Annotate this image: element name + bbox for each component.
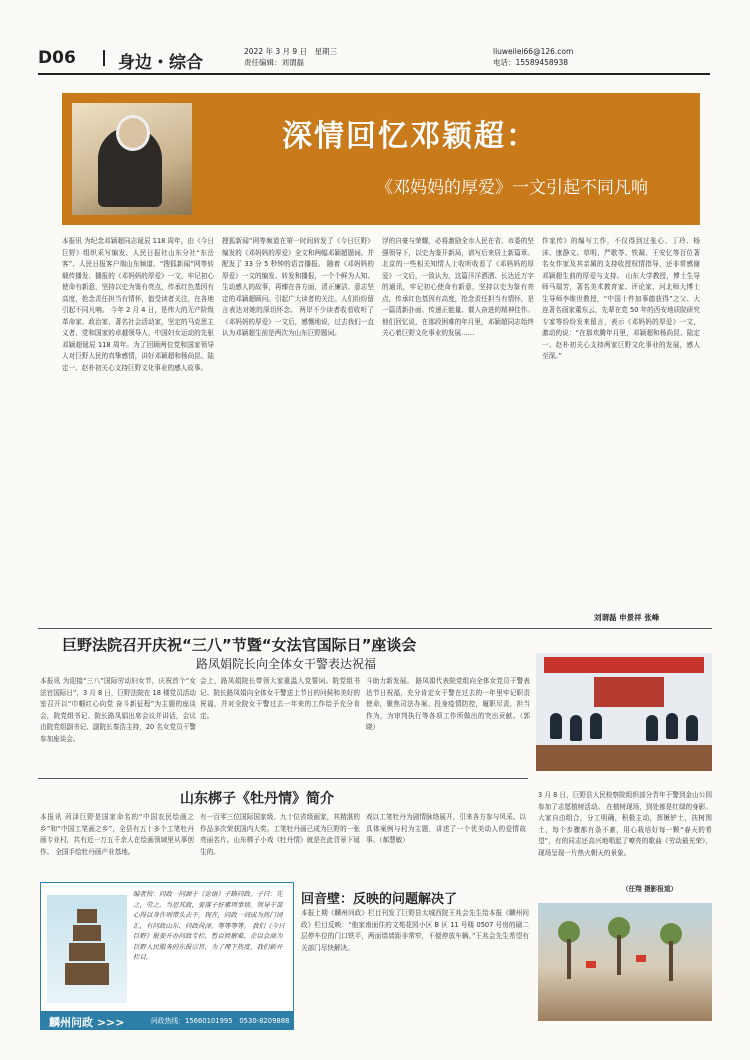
pagoda-illustration: [47, 895, 127, 1003]
section-rule: [38, 778, 528, 779]
attendee: [666, 713, 678, 739]
masthead: [38, 46, 710, 73]
meeting-photo: [536, 653, 712, 771]
attendee: [646, 715, 658, 741]
attendee: [550, 713, 562, 739]
trunk: [617, 935, 621, 975]
lead-byline: 刘谓磊 申景祥 张峰: [594, 613, 660, 622]
story3-col-2: 有一百零三位国际国家级、九十位省级画家，其精湛的作品多次荣获国内大奖。工笔牡丹画已成为巨野的一张亮丽名片。山东梆子小戏《牡丹情》就是在此背景下诞生的。: [200, 813, 360, 856]
meeting-banner: [544, 657, 704, 673]
story3-headline: 山东梆子《牡丹情》简介: [180, 791, 334, 807]
lead-subheadline: 《邓妈妈的厚爱》一文引起不同凡响: [376, 178, 648, 198]
date-line: 2022 年 3 月 9 日 星期三: [244, 47, 338, 56]
story3-col-3: 戏以工笔牡丹为剧情脉络展开，引来各方参与风采。以具体案例与村为主题，讲述了一个优美动人的爱情故事。（郝慧敏）: [366, 813, 526, 844]
divider: [103, 50, 105, 66]
meeting-table: [536, 745, 712, 771]
hotline-headline: 回音壁：反映的问题解决了: [301, 892, 458, 907]
ad-hotline: 问政热线：15660101995 0530-8209888: [151, 1017, 290, 1025]
contact: [493, 46, 573, 68]
story3-col-1: 本报讯 菏泽巨野是国家命名的“中国农民绘画之乡”和“中国工笔画之乡”，全县有五十多个工笔牡丹画专业村，共有近一万五千余人在绘画领域里从事创作。 全国手绘牡丹画产业基地。: [40, 813, 194, 856]
story2-col-2: 会上，路凤娟院长带领大家重温入党誓词。院党组书记、院长路凤娟向全体女干警送上节日的问候和美好的祝福，并对全院女干警过去一年来的工作给予充分肯定。: [200, 677, 360, 720]
date-editor: [244, 46, 337, 68]
lead-headline: 深情回忆邓颖超：: [282, 119, 538, 154]
pagoda-tier: [77, 909, 97, 923]
attendee: [570, 715, 582, 741]
pagoda-tier: [65, 963, 109, 985]
masthead-rule: [38, 73, 710, 75]
lead-col-2: 搜狐新闻”网等频道在第一时间转发了《今日巨野》编发的《邓妈妈的厚爱》全文和两幅邓颖超题词。并配发了 33 分 5 秒钟的语音播报。 随着《邓妈妈的厚爱》一文的编发、转发和播报，一个个鲜为人知、生动感人的故事，再臻在各方面，清正廉洁、意志坚定的邓颖超顾问。引起广大读者的关注。人们纷纷留言表达对她的深切怀念。 两岸不少读者收看收听了《邓妈妈的厚爱》一文后，感慨地说，过去我们一直认为邓颖超生前是两次为山东巨野题词。: [222, 237, 374, 337]
wenzheng-ad: [40, 882, 294, 1030]
meeting-screen: [594, 677, 664, 707]
story2-col-1: 本报讯 为迎接“三八”国际劳动妇女节，庆祝首个“女法官国际日”，3 月 8 日，巨野法院在 18 楼党员活动室召开以“巾帼红心向党 奋斗新征程”为主题的座谈会，院党组书记、院长路凤娟出席会议并讲话，会议由院党组副书记、副院长秦浩主持，20 名女党员干警参加座谈会。: [40, 677, 196, 743]
tree-planting-photo: [538, 903, 712, 1021]
story2-headline: 巨野法院召开庆祝“三八”节暨“女法官国际日”座谈会: [62, 636, 417, 654]
lead-banner: [62, 93, 700, 225]
page-number: D06: [38, 48, 76, 68]
portrait-head: [116, 115, 150, 151]
editor-line: 责任编辑：刘谓磊: [244, 58, 304, 67]
lead-col-1: 本报讯 为纪念邓颖超同志诞辰 118 周年，由《今日巨野》组织采写编发、人民日报社山东分社“东岳客”、人民日报客户端山东频道、“搜狐新闻”网等转载传播发、播报的《邓妈妈的厚爱》一文，牢记初心使命有新意，坚持以史为鉴有亮点，传承红色基因有高度，抢念责任担当有情怀，值受读者关注，在各地引起不同凡响。 今年 2 月 4 日，是伟大的无产阶级革命家、政治家、著名社会活动家，坚定的马克思主义者、党和国家的卓越领导人、中国妇女运动的先驱邓颖超诞辰 118 周年。为了回顾两位党和国家领导人对巨野人民的真挚感情，讲好邓颖超和杨尚昆、陆定一、赵朴初关心支持巨野文化事业的感人故事。: [62, 237, 214, 372]
trunk: [669, 941, 673, 981]
pagoda-tier: [73, 925, 101, 941]
red-flag: [586, 961, 596, 968]
phone: 电话：15589458938: [493, 58, 568, 67]
story2-col-3: 斗助力新发展。 路凤娟代表院党组向全体女党员干警表达节日祝福，充分肯定女干警在过去的一年里牢记职责使命，聚焦司法办案、投身疫情防控，履职尽责，担当作为，为审判执行等各项工作所做出的突出贡献。（郭晓）: [366, 677, 530, 731]
section-rule: [38, 628, 712, 629]
section-title: 身边・综合: [118, 53, 203, 73]
attendee: [590, 713, 602, 739]
red-flag: [636, 955, 646, 962]
email[interactable]: liuweilei66@126.com: [493, 47, 574, 56]
attendee: [686, 715, 698, 741]
lead-col-3: 浮的自豪与荣耀，必将激励全市人民在省、市委的坚强领导下，以史为鉴开新局，谱写后来居上新篇章。 北京的一些相关知情人士收听收看了《邓妈妈的厚爱》一文后，一致认为，这篇洋洋洒洒、长达近万字的通讯，牢记初心使命有新意，坚持以史为鉴有亮点，传承红色基因有高度，抢念责任担当有情怀，是一篇清新扑面、传递正能量、催人奋进的精神佳作。 他们回忆说，在那段困难的年月里，邓颖超同志始终关心着巨野文化事业的发展……: [382, 237, 534, 337]
sidebar-text: 3 月 8 日，巨野县人民检察院组织部分青年干警到金山公园参加了志愿植树活动。 在植树现场，到处都是红绿的身影。大家自由组合，分工明确，积极主动，挥锹铲土，扶树围土，每个步骤都有条不紊，用心栽培好每一颗“春天的希望”，有的同志还高兴地唱起了嘹亮的歌曲《劳动最光荣》，现场呈现一片热火朝天的景象。: [538, 791, 712, 857]
ad-text: 编者按：问政一问源于《论语》子路问政。子曰：先之，劳之，当思其政，要落子好素项事情。领导干部心得以身作则带头去干。现在，问政一词成为热门词汇，有问政山东、问政菏泽，等等等等。 我们《今日巨野》报要开办问政专栏，暂百姓解难，企以会商为巨野人民服务的东报宗旨，为了理下热度，我们新开栏目。: [133, 890, 285, 961]
hotline-body: 本报上期《麟州问政》栏目刊发了巨野县太城西院王兆会先生给本报《麟州问政》栏目反映：“他家南面住的文苑花园小区 B 区 11 号楼 0507 号房的刷二层停车位的门口铁平，两面墙墙距非常窄，不便停放车辆。”王兆会先生希望有关部门尽快解决。: [301, 909, 529, 952]
lead-col-4: 作家传》的编写工作，不仅得到过张心、丁玲、杨沫、康静文、草明、严歌苓、铁凝、王安忆等百位著名女作家及其亲属的支持收授权情指导，还非常感谢邓颖超生前的厚爱与支持。 山东大学教授，博士生导师马瑞芳，著名美术教育家、评论家、河北师大博士生导师李维世教授，“中国十件加事德获得”之父、大连著名画家董东云，先辈在党 50 年的西安地质院研究专家等纷纷发来留言，表示《邓妈妈的厚爱》一文，激动的说：“在那欢腾年月里，邓颖超和杨尚昆、陆定一、赵朴初关心支持两家巨野文化事业的发展，感人至深。”: [542, 237, 700, 360]
pagoda-tier: [69, 943, 105, 961]
trunk: [567, 939, 571, 979]
story2-subheadline: 路凤娟院长向全体女干警表达祝福: [196, 657, 377, 671]
ad-brand[interactable]: 麟州问政 >>>: [49, 1016, 125, 1029]
sidebar-byline: （任翔 摄影报道）: [622, 885, 678, 893]
portrait-photo: [72, 103, 192, 215]
